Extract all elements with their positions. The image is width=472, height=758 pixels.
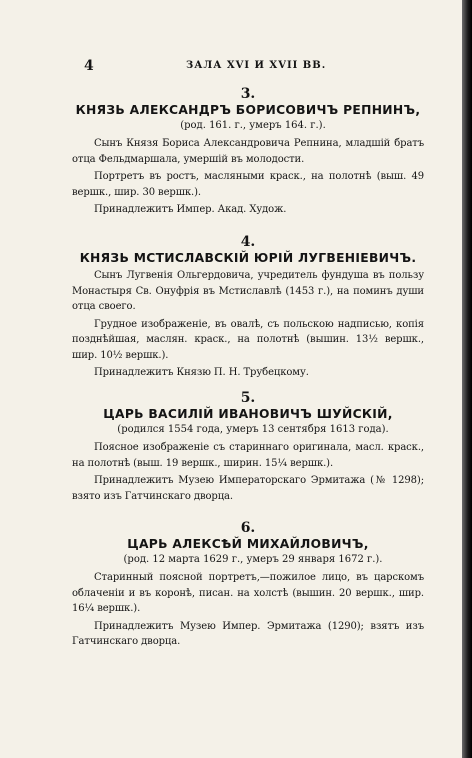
entry-name: ЦАРЬ АЛЕКСѢЙ МИХАЙЛОВИЧЪ, xyxy=(127,537,369,551)
entry-3 xyxy=(72,86,424,218)
entry-dates: (родился 1554 года, умеръ 13 сентября 1613 года). xyxy=(117,424,389,435)
entry-number: 5. xyxy=(240,390,256,406)
entry-dates: (род. 12 марта 1629 г., умеръ 29 января 1672 г.). xyxy=(123,554,383,565)
entry-paragraph: Сынъ Лугвенія Ольгердовича, учредитель фундуша въ пользу Монастыря Св. Онуфрія въ Мстиславлѣ (1453 г.), на поминъ души отца своего. xyxy=(72,270,424,312)
entry-number: 3. xyxy=(240,86,256,102)
entry-name: КНЯЗЬ АЛЕКСАНДРЪ БОРИСОВИЧЪ РЕПНИНЪ, xyxy=(75,103,421,117)
entry-paragraph: Принадлежитъ Импер. Акад. Худож. xyxy=(94,204,287,215)
running-header xyxy=(0,58,462,74)
page-edge-shadow xyxy=(462,0,472,758)
entry-paragraph: Поясное изображеніе съ стариннаго оригинала, масл. краск., на полотнѣ (выш. 19 вершк., ширин. 15¼ вершк.). xyxy=(72,442,424,469)
entry-paragraph: Сынъ Князя Бориса Александровича Репнина, младшій братъ отца Фельдмаршала, умершій въ молодости. xyxy=(72,138,424,165)
page-number: 4 xyxy=(84,58,94,74)
hall-title: ЗАЛА XVI И XVII ВВ. xyxy=(186,60,327,71)
entry-paragraph: Принадлежитъ Музею Импер. Эрмитажа (1290); взятъ изъ Гатчинскаго дворца. xyxy=(72,620,424,647)
entry-dates: (род. 161. г., умеръ 164. г.). xyxy=(180,120,326,131)
entry-name: ЦАРЬ ВАСИЛІЙ ИВАНОВИЧЪ ШУЙСКІЙ, xyxy=(103,407,393,421)
entry-paragraph: Старинный поясной портретъ,—пожилое лицо, въ царскомъ облаченіи и въ коронѣ, писан. на холстѣ (вышин. 20 вершк., шир. 16¼ вершк.). xyxy=(72,572,424,614)
entry-5 xyxy=(72,390,424,504)
entry-paragraph: Грудное изображеніе, въ овалѣ, съ польскою надписью, копія позднѣйшая, маслян. краск., на полотнѣ (вышин. 13½ вершк., шир. 10½ вершк.). xyxy=(72,318,424,361)
entry-4 xyxy=(72,234,424,381)
entry-name: КНЯЗЬ МСТИСЛАВСКІЙ ЮРІЙ ЛУГВЕНІЕВИЧЪ. xyxy=(79,251,417,265)
entry-number: 4. xyxy=(240,234,256,250)
entry-paragraph: Принадлежитъ Музею Императорскаго Эрмитажа (№ 1298); взято изъ Гатчинскаго дворца. xyxy=(72,475,424,502)
entry-paragraph: Портретъ въ ростъ, масляными краск., на полотнѣ (выш. 49 вершк., шир. 30 вершк.). xyxy=(72,171,424,198)
entry-number: 6. xyxy=(240,520,256,536)
entry-6 xyxy=(72,520,424,650)
entry-paragraph: Принадлежитъ Князю П. Н. Трубецкому. xyxy=(94,367,309,378)
